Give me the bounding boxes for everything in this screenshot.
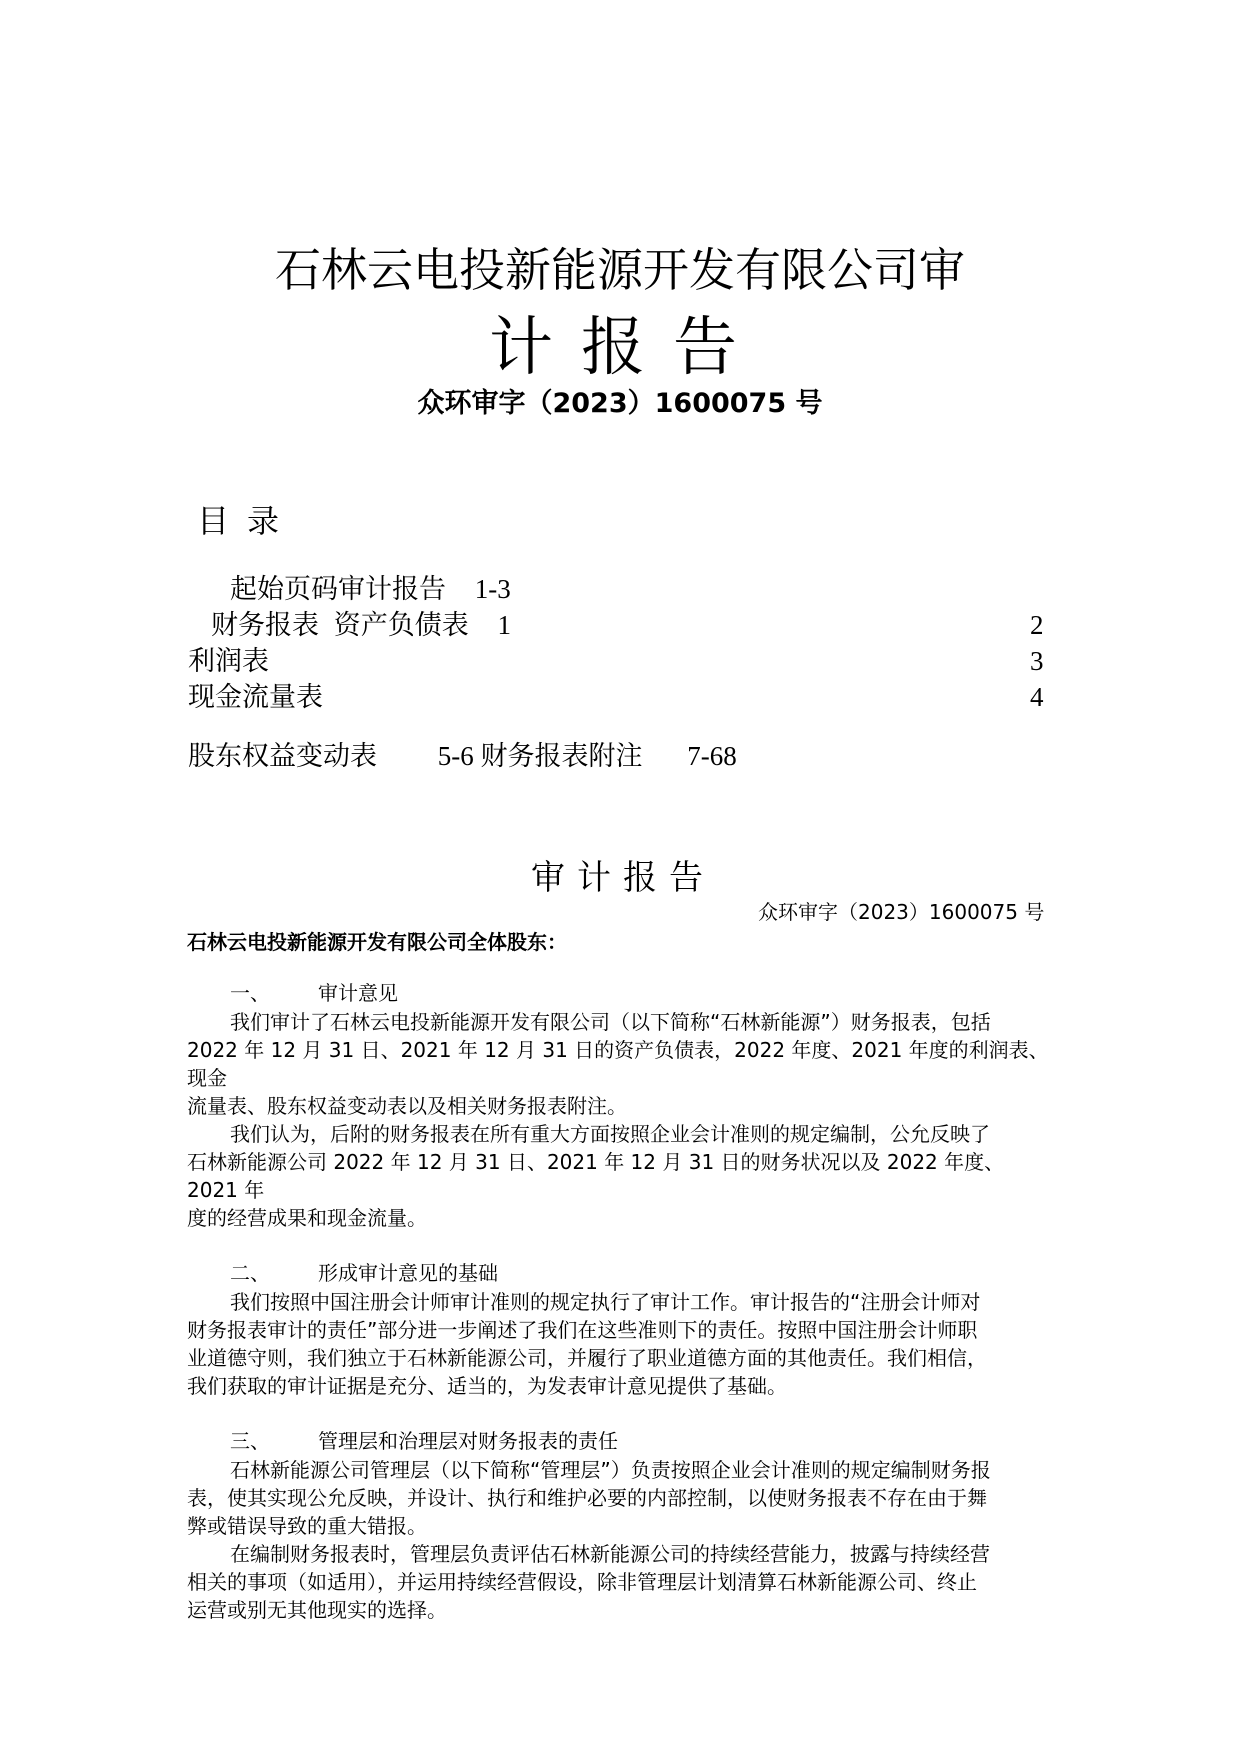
paragraph-line: 在编制财务报表时，管理层负责评估石林新能源公司的持续经营能力，披露与持续经营: [230, 1542, 990, 1566]
toc-page: 5-6: [437, 741, 474, 771]
section-title: 形成审计意见的基础: [318, 1263, 498, 1285]
toc-page: 1-3: [474, 574, 511, 604]
paragraph-line: 业道德守则，我们独立于石林新能源公司，并履行了职业道德方面的其他责任。我们相信，: [187, 1346, 987, 1370]
toc-entry-income-statement: 利润表: [188, 646, 269, 676]
toc-label: 财务报表: [211, 610, 319, 641]
toc-label: 审计报告: [338, 574, 446, 605]
paragraph-line: 我们审计了石林云电投新能源开发有限公司（以下简称“石林新能源”）财务报表，包括: [230, 1010, 991, 1034]
paragraph-line: 我们获取的审计证据是充分、适当的，为发表审计意见提供了基础。: [187, 1374, 787, 1398]
toc-entry-cash-flow: 现金流量表: [188, 682, 323, 712]
paragraph-line: 我们按照中国注册会计师审计准则的规定执行了审计工作。审计报告的“注册会计师对: [230, 1290, 981, 1314]
section-heading-management-responsibility: [230, 1428, 618, 1456]
paragraph-line: 2022 年 12 月 31 日、2021 年 12 月 31 日的资产负债表，2022 年度、2021 年度的利润表、: [187, 1038, 1049, 1062]
paragraph-line: 石林新能源公司管理层（以下简称“管理层”）负责按照企业会计准则的规定编制财务报: [230, 1458, 991, 1482]
toc-page: 1: [497, 610, 511, 640]
paragraph-line: 我们认为，后附的财务报表在所有重大方面按照企业会计准则的规定编制，公允反映了: [230, 1122, 990, 1146]
toc-page-right: 3: [1030, 646, 1044, 676]
paragraph-line: 弊或错误导致的重大错报。: [187, 1514, 427, 1538]
cover-document-number: 众环审字（2023）1600075 号: [417, 388, 823, 419]
report-heading: 审计报告: [531, 858, 715, 898]
paragraph-line: 财务报表审计的责任”部分进一步阐述了我们在这些准则下的责任。按照中国注册会计师职: [187, 1318, 978, 1342]
section-heading-audit-opinion: [230, 980, 398, 1008]
section-index: 二、: [230, 1263, 270, 1285]
paragraph-line: 2021 年: [187, 1178, 265, 1202]
report-document-number: 众环审字（2023）1600075 号: [758, 900, 1045, 924]
toc-page-right: 4: [1030, 682, 1044, 712]
toc-label: 财务报表附注: [480, 741, 643, 771]
toc-entry-audit-report: [230, 571, 511, 608]
section-index: 三、: [230, 1431, 270, 1453]
paragraph-line: 现金: [187, 1066, 227, 1090]
cover-title-line-2: 计报告: [489, 311, 765, 385]
section-index: 一、: [230, 983, 270, 1005]
paragraph-line: 运营或别无其他现实的选择。: [187, 1598, 447, 1622]
toc-label: 股东权益变动表: [188, 741, 377, 771]
toc-page: 7-68: [687, 741, 737, 771]
toc-label: 资产负债表: [333, 610, 469, 640]
paragraph-line: 度的经营成果和现金流量。: [187, 1206, 427, 1230]
paragraph-line: 流量表、股东权益变动表以及相关财务报表附注。: [187, 1094, 627, 1118]
toc-entry-equity-and-notes: [188, 738, 737, 774]
paragraph-line: 石林新能源公司 2022 年 12 月 31 日、2021 年 12 月 31 日的财务状况以及 2022 年度、: [187, 1150, 1005, 1174]
toc-entry-financial-statements: [211, 607, 511, 644]
section-title: 管理层和治理层对财务报表的责任: [318, 1431, 618, 1453]
paragraph-line: 表，使其实现公允反映，并设计、执行和维护必要的内部控制，以使财务报表不存在由于舞: [187, 1486, 987, 1510]
cover-title-line-1: 石林云电投新能源开发有限公司审: [275, 243, 965, 297]
toc-page-right: 2: [1030, 610, 1044, 640]
toc-heading: 目录: [197, 502, 298, 540]
paragraph-line: 相关的事项（如适用），并运用持续经营假设，除非管理层计划清算石林新能源公司、终止: [187, 1570, 977, 1594]
section-heading-basis-for-opinion: [230, 1260, 498, 1288]
section-title: 审计意见: [318, 983, 398, 1005]
report-addressee: 石林云电投新能源开发有限公司全体股东：: [187, 930, 567, 954]
toc-label: 起始页码: [230, 574, 338, 604]
